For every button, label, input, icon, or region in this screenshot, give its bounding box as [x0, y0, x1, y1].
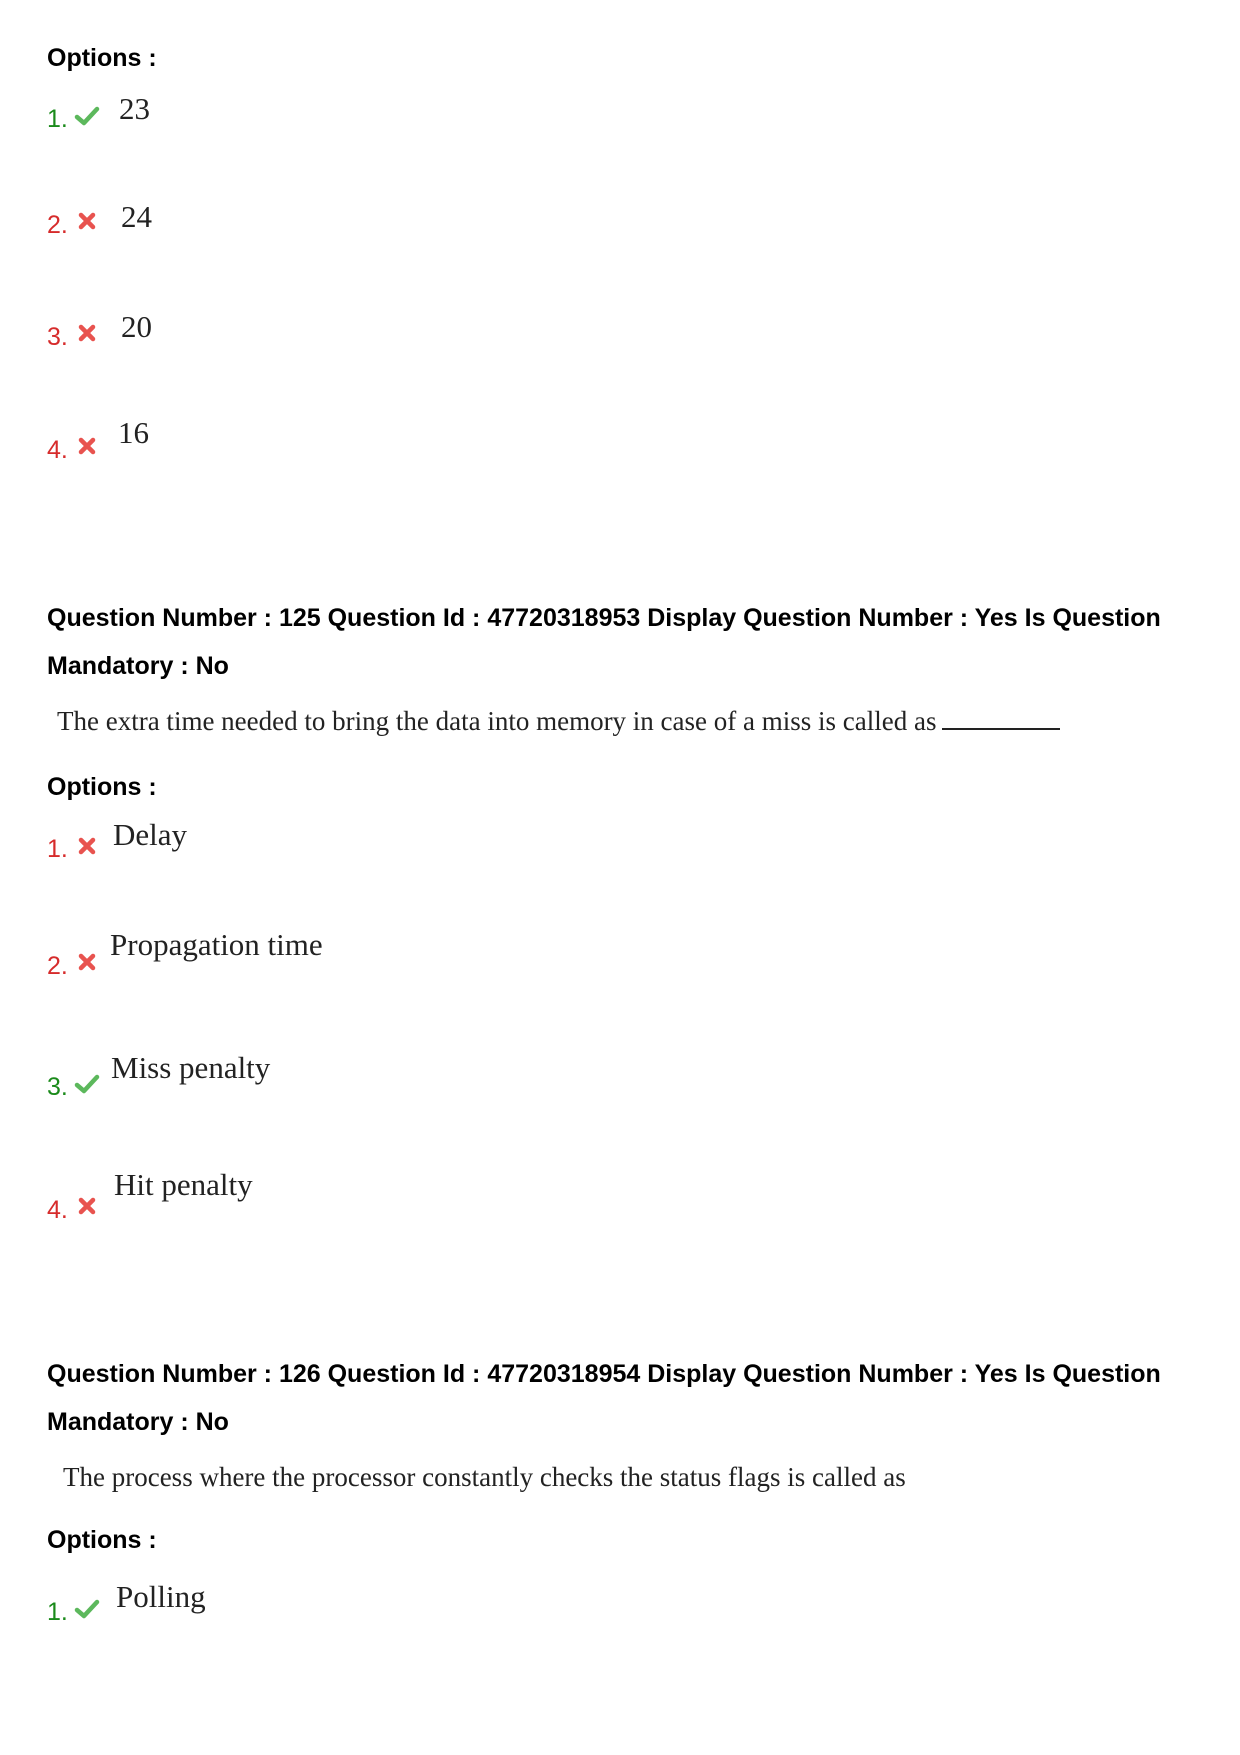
option-text: 20 [121, 309, 152, 344]
option-number: 3. [47, 323, 68, 351]
cross-icon [74, 1193, 100, 1219]
options-heading: Options : [47, 773, 157, 801]
question-text-content: The process where the processor constantly checks the status flags is called as [63, 1462, 906, 1492]
option-number: 3. [47, 1073, 68, 1101]
option-text: 16 [118, 415, 149, 450]
cross-icon [74, 208, 100, 234]
question-header-126 [47, 1350, 1217, 1446]
question-header-line: Question Number : 125 Question Id : 47720318953 Display Question Number : Yes Is Question [47, 604, 1161, 632]
options-heading: Options : [47, 1526, 157, 1554]
option-number: 4. [47, 436, 68, 464]
answer-blank [942, 706, 1060, 730]
check-icon [74, 103, 100, 129]
option-text: Propagation time [110, 927, 323, 962]
question-text [63, 1462, 906, 1493]
question-header-125 [47, 594, 1217, 690]
option-text: Polling [116, 1579, 206, 1614]
cross-icon [74, 433, 100, 459]
question-text-content: The extra time needed to bring the data into memory in case of a miss is called as [57, 706, 937, 736]
option-text: Miss penalty [111, 1050, 271, 1085]
cross-icon [74, 833, 100, 859]
option-text: Delay [113, 817, 188, 852]
option-number: 4. [47, 1196, 68, 1224]
question-header-line: Mandatory : No [47, 652, 229, 680]
option-number: 1. [47, 835, 68, 863]
option-text: 24 [121, 199, 152, 234]
check-icon [74, 1596, 100, 1622]
check-icon [74, 1071, 100, 1097]
question-text [57, 706, 1060, 737]
options-heading: Options : [47, 44, 157, 72]
option-text: Hit penalty [114, 1167, 253, 1202]
option-number: 2. [47, 211, 68, 239]
option-number: 1. [47, 105, 68, 133]
cross-icon [74, 949, 100, 975]
question-header-line: Question Number : 126 Question Id : 47720318954 Display Question Number : Yes Is Question [47, 1360, 1161, 1388]
option-number: 2. [47, 952, 68, 980]
question-header-line: Mandatory : No [47, 1408, 229, 1436]
option-text: 23 [119, 91, 150, 126]
option-number: 1. [47, 1598, 68, 1626]
cross-icon [74, 320, 100, 346]
